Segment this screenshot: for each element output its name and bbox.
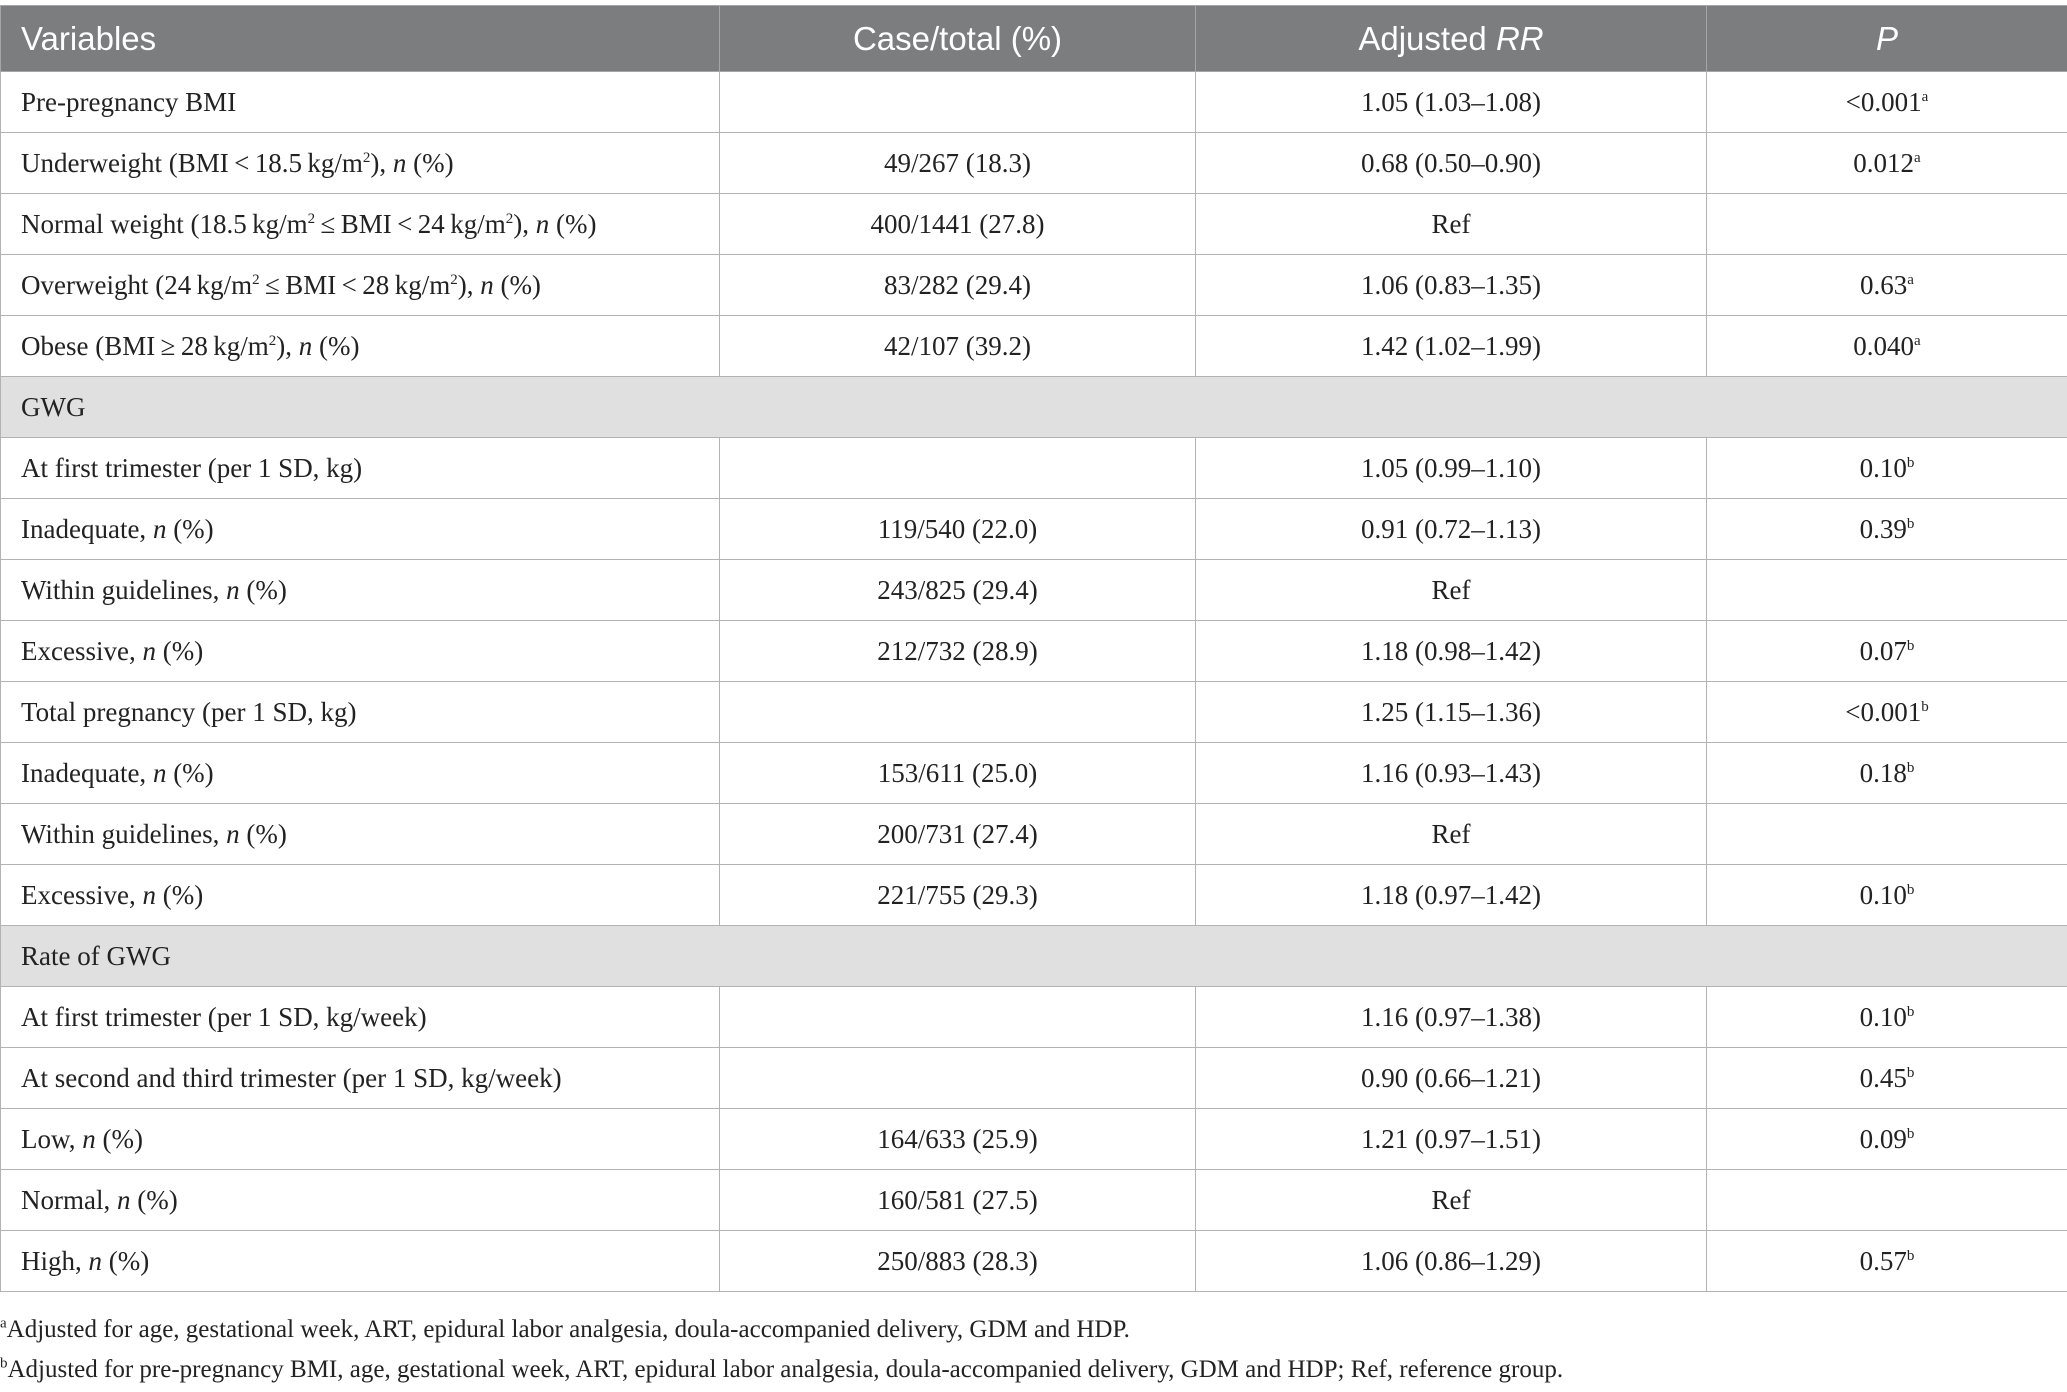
p-value-text: <0.001	[1845, 86, 1922, 117]
variable-cell	[1, 804, 720, 865]
adjusted-rr-cell: 1.18 (0.98–1.42)	[1196, 621, 1707, 682]
p-value-footnote-mark: b	[1906, 454, 1915, 471]
italic-n: n	[88, 1245, 102, 1276]
p-value-footnote-mark: b	[1921, 698, 1929, 715]
variable-text: Excessive,	[21, 635, 143, 666]
header-variables-text: Variables	[21, 19, 157, 57]
variable-text: Rate of GWG	[21, 940, 171, 971]
adjusted-rr-cell: Ref	[1196, 1170, 1707, 1231]
case-total-cell	[720, 72, 1196, 133]
case-total-cell: 250/883 (28.3)	[720, 1231, 1196, 1292]
p-value-cell	[1707, 133, 2067, 194]
table-row	[1, 255, 2067, 316]
variable-cell	[1, 72, 720, 133]
variable-text: Pre-pregnancy BMI	[21, 86, 237, 117]
variable-text: Total pregnancy (per 1 SD, kg)	[21, 696, 357, 727]
p-value-footnote-mark: b	[1906, 637, 1915, 654]
table-row	[1, 804, 2067, 865]
p-value-cell	[1707, 621, 2067, 682]
p-value-cell	[1707, 1109, 2067, 1170]
header-case-total-text: Case/total (%)	[852, 19, 1063, 57]
variable-cell	[1, 560, 720, 621]
p-value-cell	[1707, 987, 2067, 1048]
italic-n: n	[535, 208, 550, 239]
table-row	[1, 72, 2067, 133]
italic-n: n	[392, 147, 407, 178]
variable-text: ),	[370, 147, 393, 178]
variable-cell	[1, 499, 720, 560]
p-value-footnote-mark: a	[1914, 149, 1921, 166]
variable-text: (%)	[549, 208, 597, 239]
footnote-b	[0, 1350, 2067, 1390]
p-value-cell	[1707, 682, 2067, 743]
header-p-italic: P	[1875, 19, 1898, 57]
p-value-cell	[1707, 316, 2067, 377]
variable-text: ≤ BMI < 24 kg/m	[315, 208, 506, 239]
p-value-text: 0.45	[1859, 1062, 1907, 1093]
variable-text: Within guidelines,	[21, 574, 227, 605]
p-value-footnote-mark: a	[1921, 88, 1929, 105]
italic-n: n	[82, 1123, 96, 1154]
section-label-cell	[1, 377, 2067, 438]
variable-text: At first trimester (per 1 SD, kg)	[21, 452, 363, 483]
variable-cell	[1, 865, 720, 926]
table-row	[1, 1109, 2067, 1170]
variable-cell	[1, 987, 720, 1048]
variable-cell	[1, 1048, 720, 1109]
italic-n: n	[152, 757, 167, 788]
adjusted-rr-cell: 1.16 (0.93–1.43)	[1196, 743, 1707, 804]
variable-cell	[1, 743, 720, 804]
variable-text: (%)	[102, 1245, 150, 1276]
adjusted-rr-cell: 0.90 (0.66–1.21)	[1196, 1048, 1707, 1109]
section-row	[1, 377, 2067, 438]
p-value-text: 0.63	[1860, 269, 1908, 300]
p-value-cell	[1707, 743, 2067, 804]
unit-superscript: 2	[362, 149, 371, 166]
p-value-text: <0.001	[1845, 696, 1922, 727]
italic-n: n	[298, 330, 313, 361]
footnotes	[0, 1310, 2067, 1390]
variable-text: Underweight (BMI < 18.5 kg/m	[21, 147, 363, 178]
unit-superscript: 2	[252, 271, 260, 288]
variable-text: (%)	[155, 879, 204, 910]
case-total-cell: 400/1441 (27.8)	[720, 194, 1196, 255]
footnote-b-mark: b	[0, 1355, 8, 1372]
adjusted-rr-cell: 1.42 (1.02–1.99)	[1196, 316, 1707, 377]
case-total-cell: 212/732 (28.9)	[720, 621, 1196, 682]
p-value-text: 0.040	[1853, 330, 1915, 361]
p-value-text: 0.10	[1859, 879, 1907, 910]
header-variables	[1, 6, 720, 72]
variable-text: High,	[21, 1245, 89, 1276]
table-row	[1, 1170, 2067, 1231]
adjusted-rr-cell: 1.05 (1.03–1.08)	[1196, 72, 1707, 133]
p-value-text: 0.07	[1859, 635, 1907, 666]
case-total-cell	[720, 1048, 1196, 1109]
p-value-footnote-mark: b	[1906, 1247, 1915, 1264]
italic-n: n	[152, 513, 167, 544]
table-row	[1, 682, 2067, 743]
variable-text: (%)	[95, 1123, 143, 1154]
table-row	[1, 865, 2067, 926]
p-value-footnote-mark: a	[1914, 332, 1921, 349]
case-total-cell: 221/755 (29.3)	[720, 865, 1196, 926]
footnote-a-mark: a	[0, 1315, 7, 1332]
table-body	[1, 72, 2067, 1292]
variable-cell	[1, 621, 720, 682]
header-adjusted-rr-text: Adjusted	[1358, 19, 1496, 57]
variable-text: Obese (BMI ≥ 28 kg/m	[21, 330, 269, 361]
italic-n: n	[480, 269, 494, 300]
variable-text: Overweight (24 kg/m	[21, 269, 253, 300]
variable-text: ≤ BMI < 28 kg/m	[259, 269, 451, 300]
p-value-cell	[1707, 194, 2067, 255]
results-table	[0, 5, 2067, 1292]
variable-cell	[1, 316, 720, 377]
adjusted-rr-cell: 1.25 (1.15–1.36)	[1196, 682, 1707, 743]
case-total-cell: 160/581 (27.5)	[720, 1170, 1196, 1231]
variable-text: (%)	[166, 757, 214, 788]
italic-n: n	[142, 635, 156, 666]
table-header	[1, 6, 2067, 72]
adjusted-rr-cell: Ref	[1196, 194, 1707, 255]
table-row	[1, 499, 2067, 560]
adjusted-rr-cell: 1.18 (0.97–1.42)	[1196, 865, 1707, 926]
unit-superscript: 2	[505, 210, 514, 227]
p-value-text: 0.012	[1853, 147, 1915, 178]
case-total-cell: 243/825 (29.4)	[720, 560, 1196, 621]
p-value-text: 0.10	[1859, 452, 1907, 483]
p-value-cell	[1707, 255, 2067, 316]
p-value-cell	[1707, 499, 2067, 560]
variable-text: Low,	[21, 1123, 83, 1154]
footnote-b-text: Adjusted for pre-pregnancy BMI, age, gestational week, ART, epidural labor analgesia, doula-accompanied delivery, GDM and HDP; Ref, reference group.	[7, 1356, 1564, 1383]
case-total-cell: 42/107 (39.2)	[720, 316, 1196, 377]
table-row	[1, 743, 2067, 804]
p-value-text: 0.10	[1859, 1001, 1907, 1032]
italic-n: n	[226, 574, 240, 605]
variable-text: At second and third trimester (per 1 SD, kg/week)	[21, 1062, 562, 1093]
variable-text: Inadequate,	[21, 757, 153, 788]
table-row	[1, 316, 2067, 377]
variable-text: ),	[276, 330, 299, 361]
variable-text: (%)	[239, 574, 287, 605]
p-value-cell	[1707, 1170, 2067, 1231]
case-total-cell	[720, 987, 1196, 1048]
table-row	[1, 987, 2067, 1048]
case-total-cell	[720, 438, 1196, 499]
case-total-cell: 49/267 (18.3)	[720, 133, 1196, 194]
variable-text: ),	[457, 269, 481, 300]
case-total-cell: 119/540 (22.0)	[720, 499, 1196, 560]
variable-text: (%)	[312, 330, 360, 361]
header-case-total	[720, 6, 1196, 72]
variable-text: Normal,	[21, 1184, 117, 1215]
adjusted-rr-cell: 1.06 (0.83–1.35)	[1196, 255, 1707, 316]
variable-cell	[1, 438, 720, 499]
adjusted-rr-cell: Ref	[1196, 560, 1707, 621]
table-row	[1, 194, 2067, 255]
adjusted-rr-cell: 1.06 (0.86–1.29)	[1196, 1231, 1707, 1292]
variable-text: (%)	[493, 269, 541, 300]
footnote-a	[0, 1310, 2067, 1350]
p-value-cell	[1707, 72, 2067, 133]
case-total-cell: 83/282 (29.4)	[720, 255, 1196, 316]
variable-cell	[1, 194, 720, 255]
variable-text: Excessive,	[21, 879, 143, 910]
italic-n: n	[226, 818, 240, 849]
p-value-text: 0.18	[1859, 757, 1907, 788]
variable-cell	[1, 133, 720, 194]
unit-superscript: 2	[307, 210, 316, 227]
p-value-footnote-mark: b	[1906, 1064, 1915, 1081]
header-adjusted-rr	[1196, 6, 1707, 72]
table-row	[1, 133, 2067, 194]
p-value-cell	[1707, 560, 2067, 621]
variable-text: Within guidelines,	[21, 818, 227, 849]
case-total-cell: 200/731 (27.4)	[720, 804, 1196, 865]
variable-text: (%)	[406, 147, 454, 178]
variable-text: GWG	[21, 391, 86, 422]
unit-superscript: 2	[450, 271, 458, 288]
p-value-cell	[1707, 1231, 2067, 1292]
case-total-cell: 153/611 (25.0)	[720, 743, 1196, 804]
variable-text: At first trimester (per 1 SD, kg/week)	[21, 1001, 427, 1032]
variable-cell	[1, 255, 720, 316]
adjusted-rr-cell: Ref	[1196, 804, 1707, 865]
p-value-footnote-mark: b	[1906, 759, 1915, 776]
header-p-value	[1707, 6, 2067, 72]
p-value-text: 0.39	[1859, 513, 1907, 544]
case-total-cell	[720, 682, 1196, 743]
p-value-cell	[1707, 438, 2067, 499]
variable-text: (%)	[155, 635, 204, 666]
variable-text: Normal weight (18.5 kg/m	[21, 208, 308, 239]
variable-text: Inadequate,	[21, 513, 153, 544]
header-adjusted-rr-italic: RR	[1495, 19, 1544, 57]
adjusted-rr-cell: 1.16 (0.97–1.38)	[1196, 987, 1707, 1048]
p-value-text: 0.57	[1859, 1245, 1907, 1276]
p-value-footnote-mark: b	[1906, 1125, 1915, 1142]
variable-text: (%)	[166, 513, 214, 544]
adjusted-rr-cell: 0.91 (0.72–1.13)	[1196, 499, 1707, 560]
unit-superscript: 2	[268, 332, 277, 349]
table-row	[1, 1231, 2067, 1292]
variable-text: ),	[513, 208, 536, 239]
italic-n: n	[116, 1184, 131, 1215]
p-value-footnote-mark: b	[1906, 881, 1915, 898]
footnote-a-text: Adjusted for age, gestational week, ART, epidural labor analgesia, doula-accompanied delivery, GDM and HDP.	[6, 1316, 1130, 1343]
p-value-cell	[1707, 865, 2067, 926]
case-total-cell: 164/633 (25.9)	[720, 1109, 1196, 1170]
adjusted-rr-cell: 1.21 (0.97–1.51)	[1196, 1109, 1707, 1170]
variable-cell	[1, 1109, 720, 1170]
p-value-text: 0.09	[1859, 1123, 1907, 1154]
p-value-footnote-mark: b	[1906, 515, 1915, 532]
variable-text: (%)	[239, 818, 287, 849]
table-row	[1, 621, 2067, 682]
table-row	[1, 1048, 2067, 1109]
italic-n: n	[142, 879, 156, 910]
table-row	[1, 438, 2067, 499]
adjusted-rr-cell: 0.68 (0.50–0.90)	[1196, 133, 1707, 194]
variable-cell	[1, 1170, 720, 1231]
variable-cell	[1, 682, 720, 743]
p-value-cell	[1707, 1048, 2067, 1109]
variable-text: (%)	[130, 1184, 178, 1215]
variable-cell	[1, 1231, 720, 1292]
adjusted-rr-cell: 1.05 (0.99–1.10)	[1196, 438, 1707, 499]
section-label-cell	[1, 926, 2067, 987]
header-row	[1, 6, 2067, 72]
p-value-footnote-mark: a	[1907, 271, 1914, 288]
p-value-footnote-mark: b	[1906, 1003, 1915, 1020]
p-value-cell	[1707, 804, 2067, 865]
section-row	[1, 926, 2067, 987]
table-row	[1, 560, 2067, 621]
